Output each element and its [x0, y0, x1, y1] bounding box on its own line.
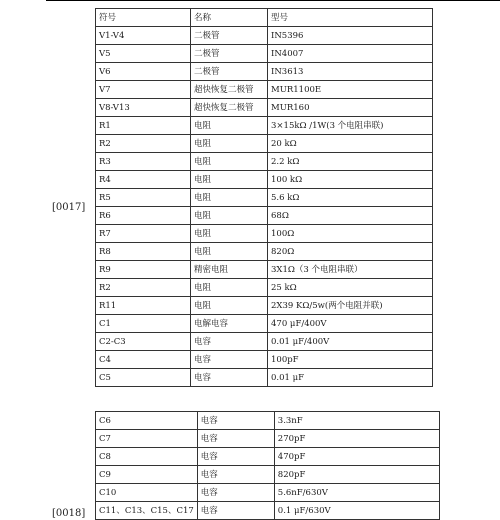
symbol-cell: R7	[96, 225, 191, 243]
model-cell: 3.3nF	[274, 412, 439, 430]
symbol-cell: C6	[96, 412, 198, 430]
name-cell: 电阻	[191, 153, 268, 171]
model-cell: 820pF	[274, 466, 439, 484]
table-row	[96, 448, 440, 466]
table-row	[96, 466, 440, 484]
symbol-cell: V8-V13	[96, 99, 191, 117]
table-row	[96, 189, 433, 207]
name-cell: 电阻	[191, 207, 268, 225]
model-cell: 25 kΩ	[268, 279, 433, 297]
header-name: 名称	[191, 9, 268, 27]
table-row	[96, 81, 433, 99]
table-row	[96, 297, 433, 315]
name-cell: 精密电阻	[191, 261, 268, 279]
top-rule	[46, 0, 500, 1]
name-cell: 电阻	[191, 189, 268, 207]
symbol-cell: R6	[96, 207, 191, 225]
symbol-cell: C11、C13、C15、C17	[96, 502, 198, 520]
table-row	[96, 117, 433, 135]
table-row	[96, 369, 433, 387]
symbol-cell: R3	[96, 153, 191, 171]
model-cell: 20 kΩ	[268, 135, 433, 153]
model-cell: IN5396	[268, 27, 433, 45]
model-cell: 5.6 kΩ	[268, 189, 433, 207]
symbol-cell: V6	[96, 63, 191, 81]
parts-table-1	[95, 8, 433, 387]
name-cell: 电容	[197, 430, 274, 448]
table-row	[96, 63, 433, 81]
symbol-cell: C5	[96, 369, 191, 387]
name-cell: 电容	[191, 333, 268, 351]
symbol-cell: R1	[96, 117, 191, 135]
name-cell: 电容	[197, 448, 274, 466]
symbol-cell: R9	[96, 261, 191, 279]
table-row	[96, 315, 433, 333]
name-cell: 电容	[197, 502, 274, 520]
model-cell: 100pF	[268, 351, 433, 369]
table-row	[96, 484, 440, 502]
model-cell: 0.01 μF	[268, 369, 433, 387]
table-row	[96, 333, 433, 351]
name-cell: 超快恢复二极管	[191, 81, 268, 99]
model-cell: 100 kΩ	[268, 171, 433, 189]
symbol-cell: C1	[96, 315, 191, 333]
paragraph-number: [0017]	[52, 202, 86, 213]
table-row	[96, 135, 433, 153]
model-cell: MUR1100E	[268, 81, 433, 99]
name-cell: 电阻	[191, 225, 268, 243]
model-cell: MUR160	[268, 99, 433, 117]
symbol-cell: C8	[96, 448, 198, 466]
table-row	[96, 27, 433, 45]
symbol-cell: C10	[96, 484, 198, 502]
table-row	[96, 430, 440, 448]
model-cell: 100Ω	[268, 225, 433, 243]
symbol-cell: C7	[96, 430, 198, 448]
symbol-cell: R8	[96, 243, 191, 261]
model-cell: IN4007	[268, 45, 433, 63]
table-row	[96, 412, 440, 430]
name-cell: 电阻	[191, 135, 268, 153]
table-row	[96, 45, 433, 63]
name-cell: 电阻	[191, 117, 268, 135]
name-cell: 电容	[197, 412, 274, 430]
model-cell: 3X1Ω（3 个电阻串联）	[268, 261, 433, 279]
model-cell: IN3613	[268, 63, 433, 81]
model-cell: 68Ω	[268, 207, 433, 225]
model-cell: 820Ω	[268, 243, 433, 261]
name-cell: 电阻	[191, 279, 268, 297]
name-cell: 电容	[197, 484, 274, 502]
symbol-cell: R2	[96, 135, 191, 153]
symbol-cell: V7	[96, 81, 191, 99]
symbol-cell: R5	[96, 189, 191, 207]
model-cell: 270pF	[274, 430, 439, 448]
table-row	[96, 243, 433, 261]
parts-table-2	[95, 411, 440, 520]
table-row	[96, 279, 433, 297]
table-row	[96, 153, 433, 171]
symbol-cell: C4	[96, 351, 191, 369]
name-cell: 二极管	[191, 45, 268, 63]
table-header-row	[96, 9, 433, 27]
name-cell: 电容	[197, 466, 274, 484]
model-cell: 470pF	[274, 448, 439, 466]
name-cell: 电容	[191, 351, 268, 369]
table-row	[96, 351, 433, 369]
symbol-cell: V5	[96, 45, 191, 63]
symbol-cell: V1-V4	[96, 27, 191, 45]
paragraph-number-2: [0018]	[52, 508, 86, 519]
model-cell: 2.2 kΩ	[268, 153, 433, 171]
model-cell: 2X39 KΩ/5w(两个电阻并联)	[268, 297, 433, 315]
table-row	[96, 171, 433, 189]
model-cell: 0.1 μF/630V	[274, 502, 439, 520]
model-cell: 3×15kΩ /1W(3 个电阻串联)	[268, 117, 433, 135]
header-model: 型号	[268, 9, 433, 27]
parts-table-2-body	[96, 412, 440, 520]
symbol-cell: C9	[96, 466, 198, 484]
table-row	[96, 207, 433, 225]
symbol-cell: R11	[96, 297, 191, 315]
model-cell: 5.6nF/630V	[274, 484, 439, 502]
model-cell: 470 μF/400V	[268, 315, 433, 333]
name-cell: 电阻	[191, 171, 268, 189]
name-cell: 超快恢复二极管	[191, 99, 268, 117]
model-cell: 0.01 μF/400V	[268, 333, 433, 351]
name-cell: 二极管	[191, 63, 268, 81]
table-row	[96, 225, 433, 243]
symbol-cell: C2-C3	[96, 333, 191, 351]
symbol-cell: R4	[96, 171, 191, 189]
header-symbol: 符号	[96, 9, 191, 27]
name-cell: 电容	[191, 369, 268, 387]
parts-table-1-body	[96, 9, 433, 387]
symbol-cell: R2	[96, 279, 191, 297]
table-row	[96, 502, 440, 520]
table-row	[96, 99, 433, 117]
name-cell: 电阻	[191, 297, 268, 315]
name-cell: 二极管	[191, 27, 268, 45]
name-cell: 电解电容	[191, 315, 268, 333]
table-row	[96, 261, 433, 279]
name-cell: 电阻	[191, 243, 268, 261]
